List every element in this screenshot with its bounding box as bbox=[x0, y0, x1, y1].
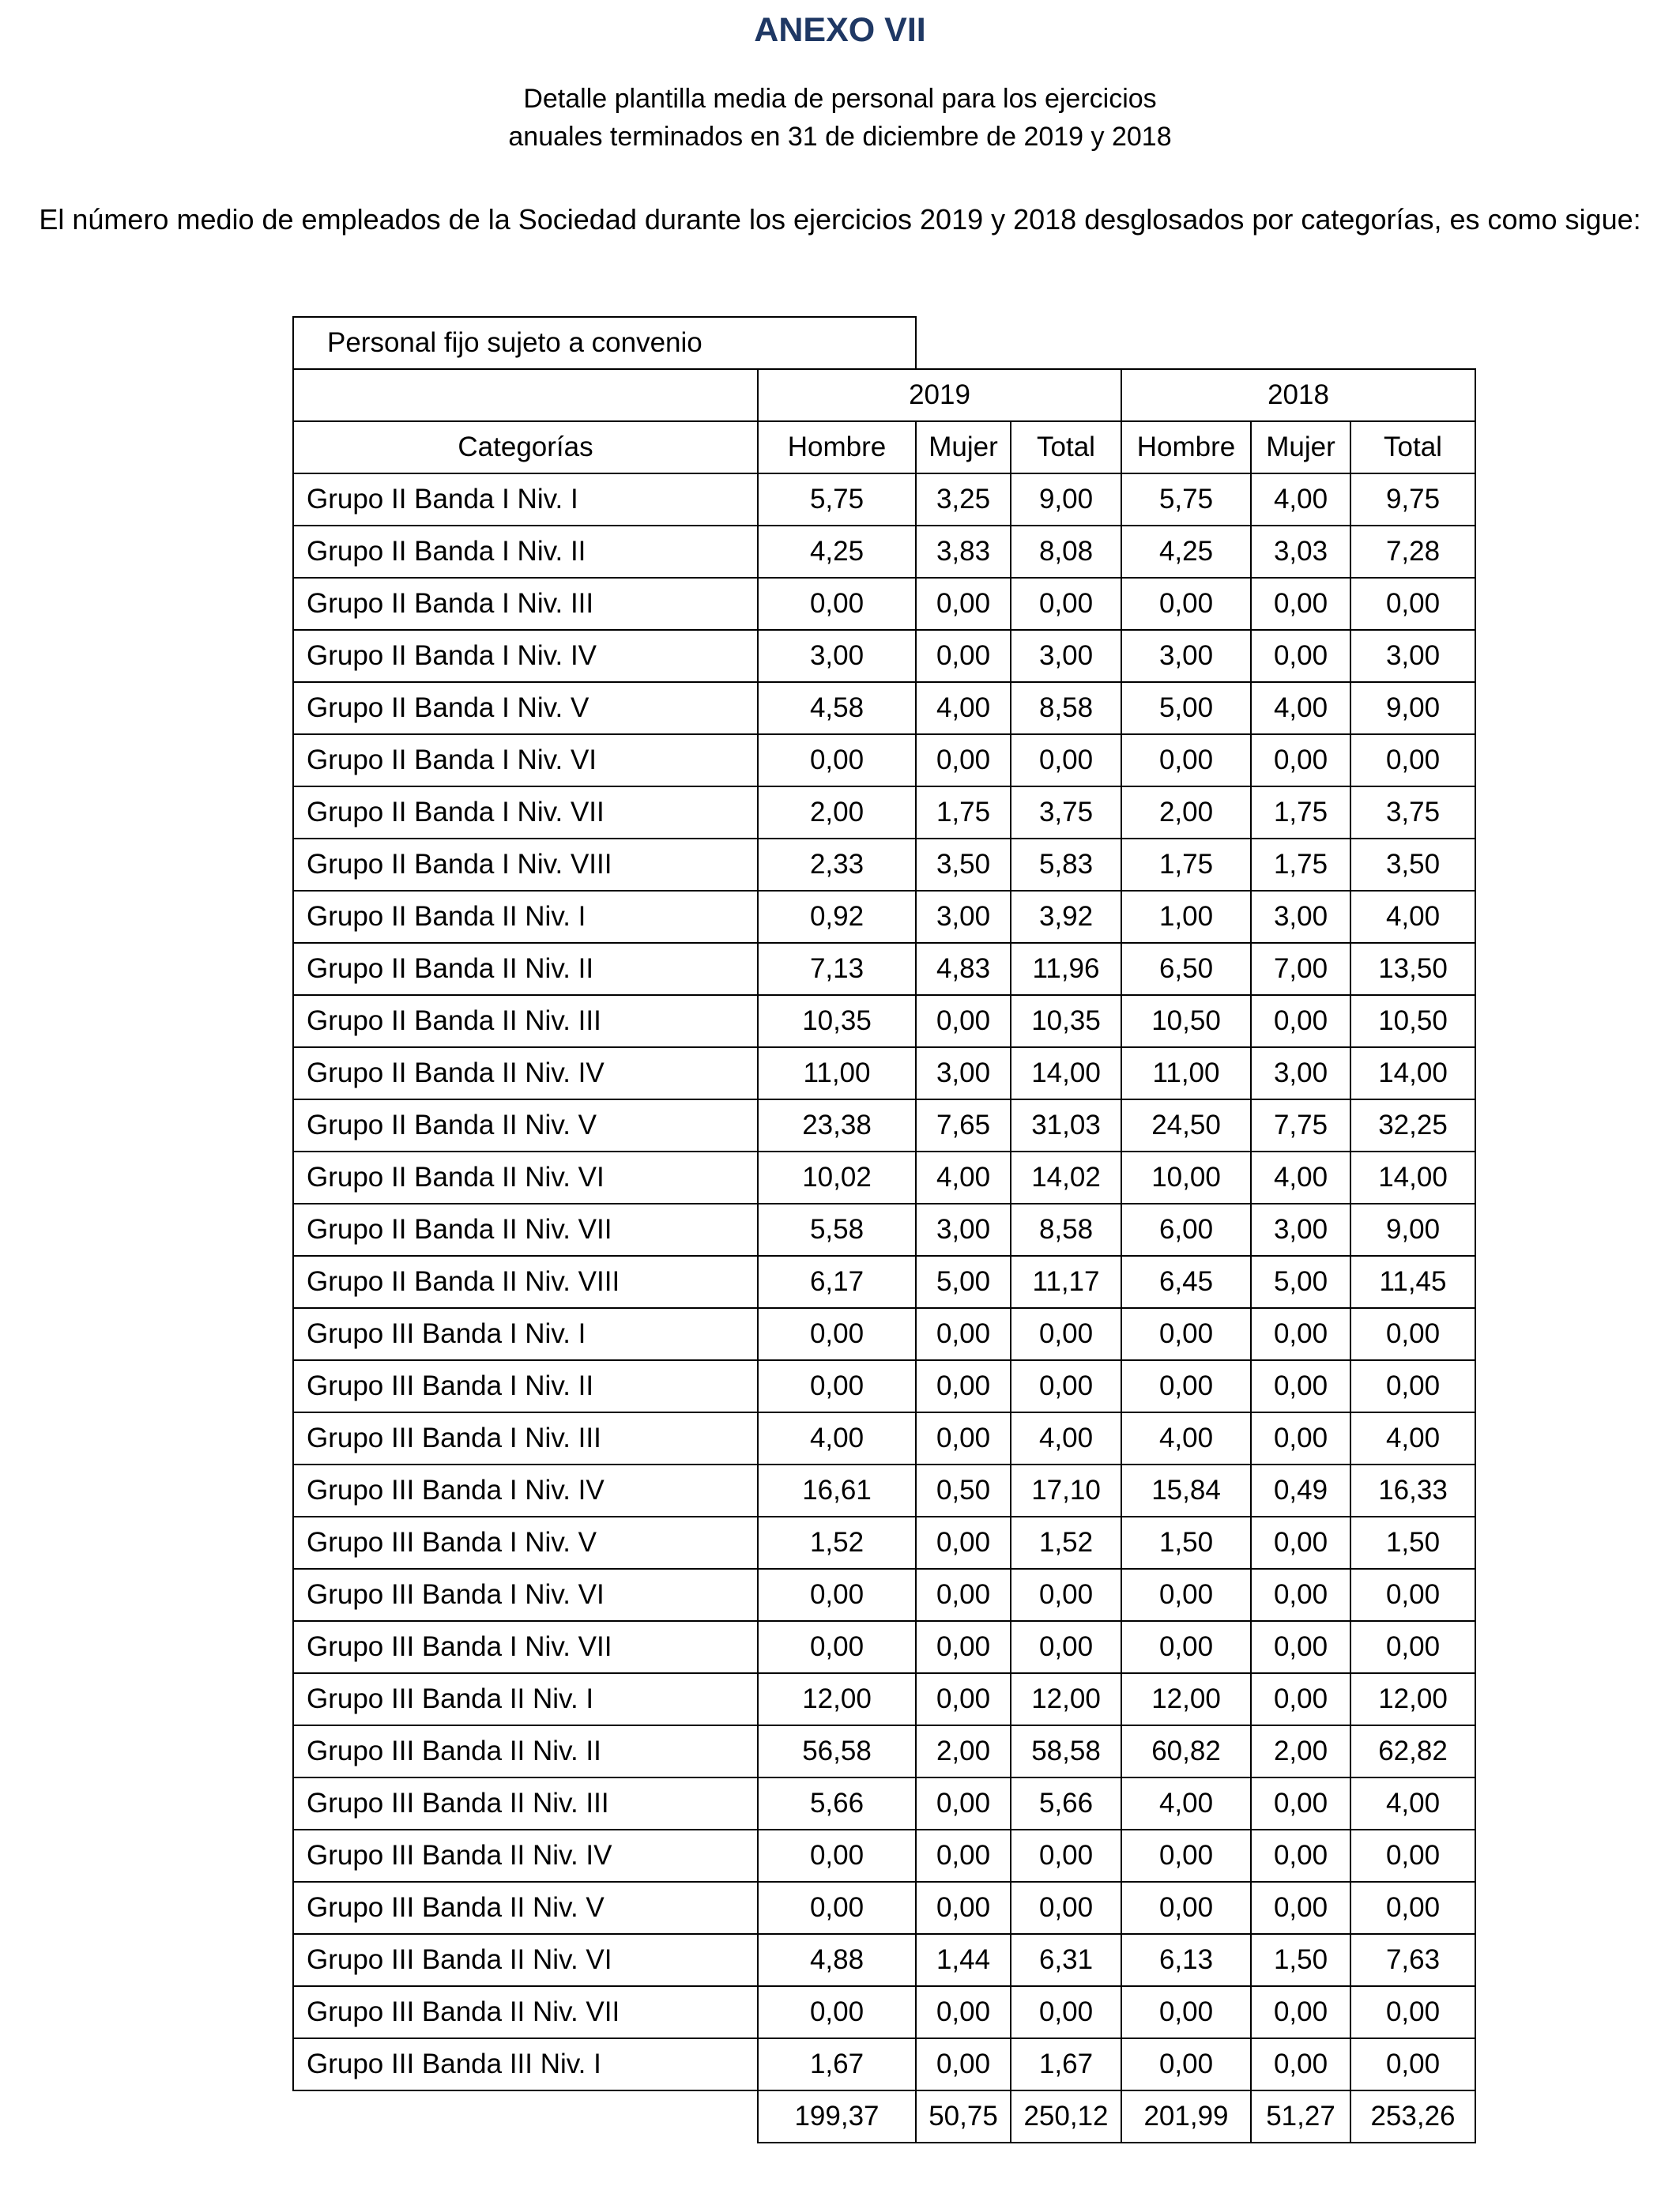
category-cell: Grupo III Banda II Niv. II bbox=[293, 1725, 758, 1777]
subtitle-line-1: Detalle plantilla media de personal para los ejercicios bbox=[523, 84, 1157, 114]
value-cell-total-2019: 9,00 bbox=[1011, 473, 1121, 526]
value-cell-hombre-2018: 10,50 bbox=[1121, 995, 1251, 1047]
value-cell-mujer-2019: 0,00 bbox=[916, 1621, 1011, 1673]
table-row bbox=[293, 1465, 1475, 1517]
value-cell-total-2019: 0,00 bbox=[1011, 1360, 1121, 1412]
total-mujer-2018: 51,27 bbox=[1251, 2090, 1350, 2143]
category-cell: Grupo III Banda II Niv. VII bbox=[293, 1986, 758, 2038]
value-cell-mujer-2019: 3,83 bbox=[916, 526, 1011, 578]
value-cell-total-2019: 3,92 bbox=[1011, 891, 1121, 943]
value-cell-mujer-2019: 4,83 bbox=[916, 943, 1011, 995]
value-cell-hombre-2018: 0,00 bbox=[1121, 1986, 1251, 2038]
value-cell-total-2019: 4,00 bbox=[1011, 1412, 1121, 1465]
table-row bbox=[293, 1725, 1475, 1777]
value-cell-total-2018: 7,28 bbox=[1350, 526, 1475, 578]
value-cell-total-2019: 1,52 bbox=[1011, 1517, 1121, 1569]
value-cell-mujer-2018: 0,00 bbox=[1251, 1517, 1350, 1569]
value-cell-hombre-2019: 23,38 bbox=[758, 1099, 916, 1152]
table-row bbox=[293, 526, 1475, 578]
value-cell-hombre-2018: 0,00 bbox=[1121, 1360, 1251, 1412]
value-cell-hombre-2019: 10,02 bbox=[758, 1152, 916, 1204]
category-cell: Grupo III Banda II Niv. VI bbox=[293, 1934, 758, 1986]
value-cell-hombre-2019: 0,00 bbox=[758, 1986, 916, 2038]
value-cell-hombre-2019: 2,00 bbox=[758, 786, 916, 839]
value-cell-mujer-2018: 0,00 bbox=[1251, 578, 1350, 630]
category-cell: Grupo II Banda II Niv. VII bbox=[293, 1204, 758, 1256]
column-header-mujer-2018: Mujer bbox=[1251, 421, 1350, 473]
value-cell-hombre-2018: 0,00 bbox=[1121, 1308, 1251, 1360]
value-cell-mujer-2019: 1,75 bbox=[916, 786, 1011, 839]
value-cell-mujer-2019: 0,00 bbox=[916, 1830, 1011, 1882]
table-row bbox=[293, 1569, 1475, 1621]
table-row bbox=[293, 1047, 1475, 1099]
value-cell-mujer-2018: 0,00 bbox=[1251, 1308, 1350, 1360]
value-cell-hombre-2019: 5,66 bbox=[758, 1777, 916, 1830]
value-cell-hombre-2019: 7,13 bbox=[758, 943, 916, 995]
value-cell-hombre-2018: 5,00 bbox=[1121, 682, 1251, 734]
value-cell-hombre-2018: 0,00 bbox=[1121, 1882, 1251, 1934]
value-cell-hombre-2018: 1,50 bbox=[1121, 1517, 1251, 1569]
category-cell: Grupo III Banda I Niv. II bbox=[293, 1360, 758, 1412]
category-cell: Grupo II Banda I Niv. VIII bbox=[293, 839, 758, 891]
table-row bbox=[293, 1517, 1475, 1569]
table-footer bbox=[293, 2090, 1475, 2143]
value-cell-mujer-2019: 1,44 bbox=[916, 1934, 1011, 1986]
value-cell-total-2018: 0,00 bbox=[1350, 1308, 1475, 1360]
value-cell-hombre-2019: 0,00 bbox=[758, 1882, 916, 1934]
category-cell: Grupo III Banda II Niv. V bbox=[293, 1882, 758, 1934]
value-cell-hombre-2018: 0,00 bbox=[1121, 1830, 1251, 1882]
value-cell-hombre-2019: 11,00 bbox=[758, 1047, 916, 1099]
value-cell-total-2018: 9,00 bbox=[1350, 1204, 1475, 1256]
value-cell-mujer-2019: 0,00 bbox=[916, 1673, 1011, 1725]
value-cell-hombre-2018: 0,00 bbox=[1121, 734, 1251, 786]
column-header-total-2018: Total bbox=[1350, 421, 1475, 473]
value-cell-mujer-2019: 0,00 bbox=[916, 734, 1011, 786]
table-row bbox=[293, 1412, 1475, 1465]
value-cell-total-2018: 0,00 bbox=[1350, 1569, 1475, 1621]
value-cell-mujer-2018: 0,00 bbox=[1251, 1673, 1350, 1725]
value-cell-mujer-2018: 0,00 bbox=[1251, 1621, 1350, 1673]
value-cell-hombre-2018: 15,84 bbox=[1121, 1465, 1251, 1517]
value-cell-mujer-2018: 0,00 bbox=[1251, 1882, 1350, 1934]
value-cell-total-2018: 16,33 bbox=[1350, 1465, 1475, 1517]
value-cell-mujer-2019: 0,00 bbox=[916, 995, 1011, 1047]
value-cell-total-2019: 0,00 bbox=[1011, 734, 1121, 786]
value-cell-total-2018: 0,00 bbox=[1350, 1830, 1475, 1882]
value-cell-total-2019: 8,08 bbox=[1011, 526, 1121, 578]
value-cell-hombre-2019: 6,17 bbox=[758, 1256, 916, 1308]
value-cell-mujer-2018: 3,03 bbox=[1251, 526, 1350, 578]
category-cell: Grupo III Banda III Niv. I bbox=[293, 2038, 758, 2090]
table-row bbox=[293, 1934, 1475, 1986]
value-cell-total-2019: 10,35 bbox=[1011, 995, 1121, 1047]
category-cell: Grupo III Banda I Niv. VI bbox=[293, 1569, 758, 1621]
value-cell-hombre-2019: 0,00 bbox=[758, 1621, 916, 1673]
value-cell-mujer-2019: 4,00 bbox=[916, 1152, 1011, 1204]
value-cell-mujer-2019: 0,00 bbox=[916, 2038, 1011, 2090]
value-cell-hombre-2018: 0,00 bbox=[1121, 2038, 1251, 2090]
value-cell-hombre-2018: 12,00 bbox=[1121, 1673, 1251, 1725]
value-cell-total-2018: 7,63 bbox=[1350, 1934, 1475, 1986]
column-header-row bbox=[293, 421, 1475, 473]
value-cell-total-2018: 0,00 bbox=[1350, 578, 1475, 630]
value-cell-mujer-2019: 0,00 bbox=[916, 578, 1011, 630]
value-cell-mujer-2018: 0,00 bbox=[1251, 1830, 1350, 1882]
value-cell-hombre-2019: 0,00 bbox=[758, 1569, 916, 1621]
value-cell-hombre-2019: 4,00 bbox=[758, 1412, 916, 1465]
category-cell: Grupo II Banda II Niv. II bbox=[293, 943, 758, 995]
total-hombre-2019: 199,37 bbox=[758, 2090, 916, 2143]
value-cell-mujer-2018: 2,00 bbox=[1251, 1725, 1350, 1777]
table-row bbox=[293, 1673, 1475, 1725]
table-header bbox=[293, 317, 1475, 473]
value-cell-total-2019: 3,00 bbox=[1011, 630, 1121, 682]
category-cell: Grupo II Banda I Niv. III bbox=[293, 578, 758, 630]
value-cell-total-2018: 0,00 bbox=[1350, 1986, 1475, 2038]
value-cell-total-2018: 32,25 bbox=[1350, 1099, 1475, 1152]
value-cell-mujer-2018: 5,00 bbox=[1251, 1256, 1350, 1308]
category-cell: Grupo II Banda I Niv. IV bbox=[293, 630, 758, 682]
table-row bbox=[293, 1308, 1475, 1360]
value-cell-total-2018: 1,50 bbox=[1350, 1517, 1475, 1569]
value-cell-mujer-2018: 4,00 bbox=[1251, 473, 1350, 526]
value-cell-total-2019: 11,17 bbox=[1011, 1256, 1121, 1308]
value-cell-hombre-2018: 1,00 bbox=[1121, 891, 1251, 943]
value-cell-hombre-2019: 1,52 bbox=[758, 1517, 916, 1569]
value-cell-total-2019: 0,00 bbox=[1011, 578, 1121, 630]
table-row bbox=[293, 1986, 1475, 2038]
value-cell-total-2019: 0,00 bbox=[1011, 1308, 1121, 1360]
category-cell: Grupo III Banda II Niv. III bbox=[293, 1777, 758, 1830]
value-cell-hombre-2018: 10,00 bbox=[1121, 1152, 1251, 1204]
value-cell-hombre-2019: 3,00 bbox=[758, 630, 916, 682]
value-cell-total-2019: 5,66 bbox=[1011, 1777, 1121, 1830]
total-total-2019: 250,12 bbox=[1011, 2090, 1121, 2143]
value-cell-total-2019: 8,58 bbox=[1011, 1204, 1121, 1256]
value-cell-total-2018: 0,00 bbox=[1350, 1360, 1475, 1412]
value-cell-total-2019: 5,83 bbox=[1011, 839, 1121, 891]
value-cell-total-2018: 0,00 bbox=[1350, 1882, 1475, 1934]
value-cell-hombre-2019: 16,61 bbox=[758, 1465, 916, 1517]
category-cell: Grupo II Banda I Niv. I bbox=[293, 473, 758, 526]
value-cell-hombre-2019: 2,33 bbox=[758, 839, 916, 891]
staff-table bbox=[292, 316, 1476, 2143]
value-cell-mujer-2018: 0,00 bbox=[1251, 734, 1350, 786]
value-cell-mujer-2019: 0,00 bbox=[916, 630, 1011, 682]
category-cell: Grupo II Banda II Niv. VI bbox=[293, 1152, 758, 1204]
value-cell-total-2019: 0,00 bbox=[1011, 1830, 1121, 1882]
total-hombre-2018: 201,99 bbox=[1121, 2090, 1251, 2143]
value-cell-mujer-2019: 0,00 bbox=[916, 1517, 1011, 1569]
total-mujer-2019: 50,75 bbox=[916, 2090, 1011, 2143]
value-cell-total-2018: 13,50 bbox=[1350, 943, 1475, 995]
value-cell-total-2018: 11,45 bbox=[1350, 1256, 1475, 1308]
value-cell-hombre-2019: 0,00 bbox=[758, 1830, 916, 1882]
value-cell-total-2019: 17,10 bbox=[1011, 1465, 1121, 1517]
value-cell-mujer-2019: 4,00 bbox=[916, 682, 1011, 734]
value-cell-total-2018: 14,00 bbox=[1350, 1152, 1475, 1204]
value-cell-hombre-2018: 4,25 bbox=[1121, 526, 1251, 578]
value-cell-total-2019: 0,00 bbox=[1011, 1986, 1121, 2038]
table-row bbox=[293, 682, 1475, 734]
value-cell-hombre-2019: 0,00 bbox=[758, 578, 916, 630]
table-row bbox=[293, 943, 1475, 995]
value-cell-hombre-2018: 4,00 bbox=[1121, 1777, 1251, 1830]
category-cell: Grupo II Banda I Niv. VI bbox=[293, 734, 758, 786]
value-cell-hombre-2018: 5,75 bbox=[1121, 473, 1251, 526]
value-cell-hombre-2019: 5,58 bbox=[758, 1204, 916, 1256]
value-cell-mujer-2018: 7,75 bbox=[1251, 1099, 1350, 1152]
value-cell-mujer-2019: 5,00 bbox=[916, 1256, 1011, 1308]
section-label: Personal fijo sujeto a convenio bbox=[293, 317, 916, 369]
column-header-total-2019: Total bbox=[1011, 421, 1121, 473]
value-cell-hombre-2018: 3,00 bbox=[1121, 630, 1251, 682]
table-row bbox=[293, 995, 1475, 1047]
category-cell: Grupo III Banda II Niv. I bbox=[293, 1673, 758, 1725]
table-row bbox=[293, 1830, 1475, 1882]
value-cell-mujer-2018: 0,00 bbox=[1251, 1360, 1350, 1412]
value-cell-hombre-2019: 1,67 bbox=[758, 2038, 916, 2090]
table-row bbox=[293, 1882, 1475, 1934]
category-cell: Grupo II Banda II Niv. IV bbox=[293, 1047, 758, 1099]
table-row bbox=[293, 1360, 1475, 1412]
value-cell-total-2018: 14,00 bbox=[1350, 1047, 1475, 1099]
value-cell-mujer-2019: 0,00 bbox=[916, 1569, 1011, 1621]
value-cell-mujer-2018: 0,00 bbox=[1251, 995, 1350, 1047]
table-row bbox=[293, 578, 1475, 630]
table-row bbox=[293, 734, 1475, 786]
value-cell-total-2019: 6,31 bbox=[1011, 1934, 1121, 1986]
value-cell-hombre-2018: 4,00 bbox=[1121, 1412, 1251, 1465]
value-cell-total-2019: 0,00 bbox=[1011, 1569, 1121, 1621]
value-cell-hombre-2018: 60,82 bbox=[1121, 1725, 1251, 1777]
value-cell-total-2018: 0,00 bbox=[1350, 734, 1475, 786]
value-cell-mujer-2019: 3,00 bbox=[916, 1204, 1011, 1256]
value-cell-total-2018: 12,00 bbox=[1350, 1673, 1475, 1725]
table-row bbox=[293, 473, 1475, 526]
value-cell-mujer-2018: 3,00 bbox=[1251, 891, 1350, 943]
category-cell: Grupo III Banda II Niv. IV bbox=[293, 1830, 758, 1882]
category-cell: Grupo II Banda II Niv. III bbox=[293, 995, 758, 1047]
value-cell-total-2019: 12,00 bbox=[1011, 1673, 1121, 1725]
table-row bbox=[293, 839, 1475, 891]
value-cell-mujer-2019: 3,00 bbox=[916, 891, 1011, 943]
value-cell-hombre-2019: 0,00 bbox=[758, 1360, 916, 1412]
value-cell-hombre-2018: 6,13 bbox=[1121, 1934, 1251, 1986]
value-cell-total-2019: 14,02 bbox=[1011, 1152, 1121, 1204]
value-cell-total-2019: 58,58 bbox=[1011, 1725, 1121, 1777]
category-cell: Grupo III Banda I Niv. III bbox=[293, 1412, 758, 1465]
value-cell-hombre-2019: 4,25 bbox=[758, 526, 916, 578]
value-cell-mujer-2018: 4,00 bbox=[1251, 1152, 1350, 1204]
year-2019-header: 2019 bbox=[758, 369, 1121, 421]
value-cell-mujer-2018: 7,00 bbox=[1251, 943, 1350, 995]
value-cell-mujer-2019: 0,00 bbox=[916, 1412, 1011, 1465]
value-cell-total-2019: 14,00 bbox=[1011, 1047, 1121, 1099]
categories-header: Categorías bbox=[293, 421, 758, 473]
category-cell: Grupo II Banda I Niv. II bbox=[293, 526, 758, 578]
value-cell-hombre-2018: 6,00 bbox=[1121, 1204, 1251, 1256]
value-cell-hombre-2019: 56,58 bbox=[758, 1725, 916, 1777]
value-cell-total-2019: 11,96 bbox=[1011, 943, 1121, 995]
totals-label-cell bbox=[293, 2090, 758, 2143]
value-cell-mujer-2018: 3,00 bbox=[1251, 1204, 1350, 1256]
value-cell-mujer-2018: 0,00 bbox=[1251, 630, 1350, 682]
totals-row bbox=[293, 2090, 1475, 2143]
value-cell-hombre-2018: 2,00 bbox=[1121, 786, 1251, 839]
value-cell-mujer-2018: 1,50 bbox=[1251, 1934, 1350, 1986]
table-body bbox=[293, 473, 1475, 2090]
category-cell: Grupo III Banda I Niv. IV bbox=[293, 1465, 758, 1517]
value-cell-hombre-2018: 11,00 bbox=[1121, 1047, 1251, 1099]
category-cell: Grupo III Banda I Niv. V bbox=[293, 1517, 758, 1569]
value-cell-hombre-2018: 1,75 bbox=[1121, 839, 1251, 891]
value-cell-mujer-2018: 0,00 bbox=[1251, 1412, 1350, 1465]
value-cell-hombre-2019: 12,00 bbox=[758, 1673, 916, 1725]
column-header-mujer-2019: Mujer bbox=[916, 421, 1011, 473]
year-2018-header: 2018 bbox=[1121, 369, 1475, 421]
value-cell-total-2018: 4,00 bbox=[1350, 1777, 1475, 1830]
value-cell-hombre-2019: 0,00 bbox=[758, 1308, 916, 1360]
table-row bbox=[293, 1204, 1475, 1256]
annex-title: ANEXO VII bbox=[754, 11, 926, 49]
column-header-hombre-2018: Hombre bbox=[1121, 421, 1251, 473]
subtitle-line-2: anuales terminados en 31 de diciembre de 2019 y 2018 bbox=[508, 122, 1172, 152]
table-row bbox=[293, 1099, 1475, 1152]
value-cell-mujer-2018: 1,75 bbox=[1251, 786, 1350, 839]
value-cell-hombre-2019: 4,58 bbox=[758, 682, 916, 734]
value-cell-total-2019: 3,75 bbox=[1011, 786, 1121, 839]
total-total-2018: 253,26 bbox=[1350, 2090, 1475, 2143]
value-cell-mujer-2018: 4,00 bbox=[1251, 682, 1350, 734]
category-cell: Grupo II Banda II Niv. I bbox=[293, 891, 758, 943]
value-cell-total-2019: 31,03 bbox=[1011, 1099, 1121, 1152]
value-cell-hombre-2018: 24,50 bbox=[1121, 1099, 1251, 1152]
value-cell-total-2019: 1,67 bbox=[1011, 2038, 1121, 2090]
value-cell-hombre-2018: 6,50 bbox=[1121, 943, 1251, 995]
value-cell-total-2018: 3,50 bbox=[1350, 839, 1475, 891]
blank-header-cell bbox=[293, 369, 758, 421]
value-cell-hombre-2018: 6,45 bbox=[1121, 1256, 1251, 1308]
table-row bbox=[293, 1256, 1475, 1308]
value-cell-total-2018: 0,00 bbox=[1350, 2038, 1475, 2090]
category-cell: Grupo II Banda II Niv. VIII bbox=[293, 1256, 758, 1308]
value-cell-mujer-2019: 0,50 bbox=[916, 1465, 1011, 1517]
category-cell: Grupo III Banda I Niv. I bbox=[293, 1308, 758, 1360]
value-cell-total-2019: 0,00 bbox=[1011, 1882, 1121, 1934]
category-cell: Grupo II Banda II Niv. V bbox=[293, 1099, 758, 1152]
value-cell-total-2019: 8,58 bbox=[1011, 682, 1121, 734]
value-cell-mujer-2019: 3,25 bbox=[916, 473, 1011, 526]
value-cell-total-2018: 62,82 bbox=[1350, 1725, 1475, 1777]
value-cell-total-2018: 10,50 bbox=[1350, 995, 1475, 1047]
category-cell: Grupo III Banda I Niv. VII bbox=[293, 1621, 758, 1673]
section-label-row bbox=[293, 317, 1475, 369]
value-cell-mujer-2018: 1,75 bbox=[1251, 839, 1350, 891]
intro-paragraph: El número medio de empleados de la Sociedad durante los ejercicios 2019 y 2018 desglosados por categorías, es como sigue: bbox=[39, 203, 1641, 236]
table-row bbox=[293, 786, 1475, 839]
value-cell-total-2018: 4,00 bbox=[1350, 891, 1475, 943]
column-header-hombre-2019: Hombre bbox=[758, 421, 916, 473]
header-spacer bbox=[916, 317, 1475, 369]
value-cell-hombre-2019: 4,88 bbox=[758, 1934, 916, 1986]
value-cell-mujer-2018: 3,00 bbox=[1251, 1047, 1350, 1099]
value-cell-mujer-2019: 7,65 bbox=[916, 1099, 1011, 1152]
value-cell-mujer-2019: 3,00 bbox=[916, 1047, 1011, 1099]
year-header-row bbox=[293, 369, 1475, 421]
value-cell-hombre-2018: 0,00 bbox=[1121, 1569, 1251, 1621]
value-cell-mujer-2019: 0,00 bbox=[916, 1882, 1011, 1934]
value-cell-mujer-2018: 0,00 bbox=[1251, 2038, 1350, 2090]
value-cell-total-2018: 9,00 bbox=[1350, 682, 1475, 734]
value-cell-total-2018: 9,75 bbox=[1350, 473, 1475, 526]
value-cell-mujer-2019: 0,00 bbox=[916, 1360, 1011, 1412]
value-cell-mujer-2019: 0,00 bbox=[916, 1308, 1011, 1360]
value-cell-hombre-2018: 0,00 bbox=[1121, 578, 1251, 630]
value-cell-mujer-2019: 0,00 bbox=[916, 1986, 1011, 2038]
value-cell-total-2018: 3,75 bbox=[1350, 786, 1475, 839]
category-cell: Grupo II Banda I Niv. VII bbox=[293, 786, 758, 839]
table-row bbox=[293, 2038, 1475, 2090]
table-row bbox=[293, 891, 1475, 943]
category-cell: Grupo II Banda I Niv. V bbox=[293, 682, 758, 734]
value-cell-total-2019: 0,00 bbox=[1011, 1621, 1121, 1673]
value-cell-total-2018: 0,00 bbox=[1350, 1621, 1475, 1673]
value-cell-hombre-2018: 0,00 bbox=[1121, 1621, 1251, 1673]
value-cell-hombre-2019: 0,92 bbox=[758, 891, 916, 943]
value-cell-hombre-2019: 10,35 bbox=[758, 995, 916, 1047]
value-cell-mujer-2019: 3,50 bbox=[916, 839, 1011, 891]
value-cell-total-2018: 4,00 bbox=[1350, 1412, 1475, 1465]
value-cell-mujer-2019: 2,00 bbox=[916, 1725, 1011, 1777]
table-row bbox=[293, 1152, 1475, 1204]
value-cell-mujer-2018: 0,00 bbox=[1251, 1569, 1350, 1621]
value-cell-mujer-2018: 0,00 bbox=[1251, 1986, 1350, 2038]
value-cell-mujer-2018: 0,49 bbox=[1251, 1465, 1350, 1517]
value-cell-hombre-2019: 0,00 bbox=[758, 734, 916, 786]
value-cell-hombre-2019: 5,75 bbox=[758, 473, 916, 526]
table-row bbox=[293, 1777, 1475, 1830]
value-cell-mujer-2018: 0,00 bbox=[1251, 1777, 1350, 1830]
table-row bbox=[293, 630, 1475, 682]
value-cell-mujer-2019: 0,00 bbox=[916, 1777, 1011, 1830]
value-cell-total-2018: 3,00 bbox=[1350, 630, 1475, 682]
table-row bbox=[293, 1621, 1475, 1673]
